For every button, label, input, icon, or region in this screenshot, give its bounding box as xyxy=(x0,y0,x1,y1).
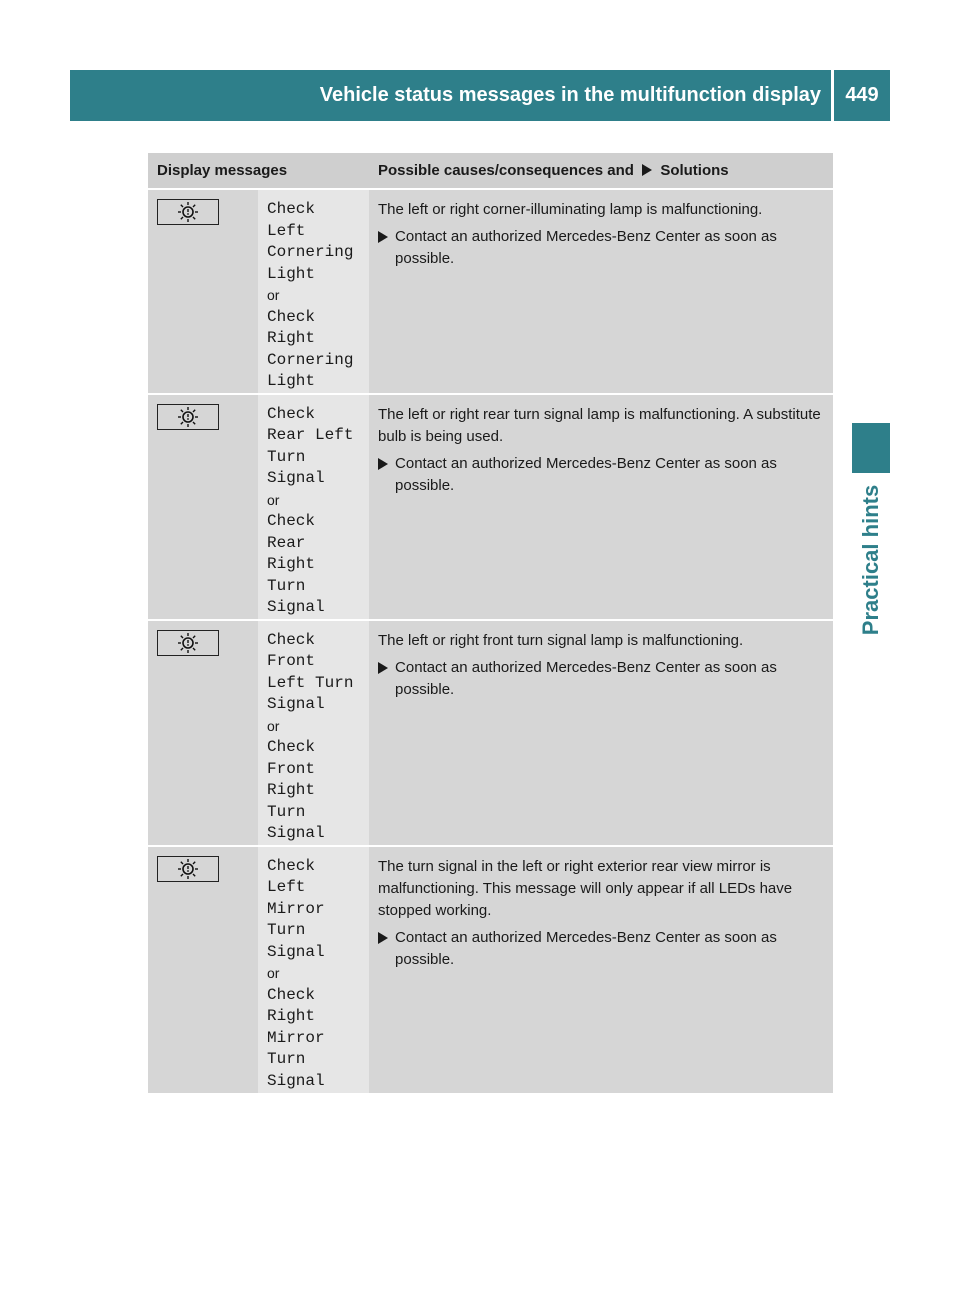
solution-step xyxy=(378,226,827,270)
solution-step xyxy=(378,453,827,497)
icon-cell xyxy=(148,846,258,1094)
solution-cell xyxy=(369,846,833,1094)
bulb-warning-icon xyxy=(157,856,219,882)
solution-text: Contact an authorized Mercedes-Benz Center as soon as possible. xyxy=(395,928,777,968)
arrow-icon xyxy=(378,932,388,944)
section-label: Practical hints xyxy=(858,484,883,636)
table-header-row xyxy=(148,153,833,189)
header-solutions xyxy=(369,153,833,189)
page-header xyxy=(70,70,890,121)
arrow-icon xyxy=(378,662,388,674)
or-text: or xyxy=(267,965,280,981)
status-messages-table xyxy=(148,153,833,1095)
message-text: Check Front Left Turn Signal xyxy=(267,630,354,713)
message-text: Check Left Cornering Light xyxy=(267,200,354,283)
cause-text: The left or right front turn signal lamp is malfunctioning. xyxy=(378,631,744,649)
solution-text: Contact an authorized Mercedes-Benz Center as soon as possible. xyxy=(395,228,777,267)
solution-text: Contact an authorized Mercedes-Benz Center as soon as possible. xyxy=(395,658,777,698)
table-row xyxy=(148,620,833,846)
header-display-messages: Display messages xyxy=(148,153,369,189)
icon-cell xyxy=(148,394,258,620)
icon-cell xyxy=(148,189,258,394)
cause-text: The left or right rear turn signal lamp is malfunctioning. A substitute bulb is being used. xyxy=(378,405,821,445)
message-text-alt: Check Rear Right Turn Signal xyxy=(267,512,325,616)
message-cell xyxy=(258,394,369,620)
bulb-warning-icon xyxy=(157,199,219,225)
arrow-icon xyxy=(378,231,388,243)
table-row xyxy=(148,846,833,1094)
or-text: or xyxy=(267,287,280,303)
arrow-icon xyxy=(642,164,652,176)
message-text-alt: Check Right Mirror Turn Signal xyxy=(267,985,325,1090)
page-number: 449 xyxy=(845,84,879,106)
solution-step xyxy=(378,657,827,701)
solution-cell xyxy=(369,394,833,620)
table-row xyxy=(148,189,833,394)
section-tab xyxy=(852,423,890,473)
cause-text: The left or right corner-illuminating lamp is malfunctioning. xyxy=(378,201,763,218)
message-text-alt: Check Right Cornering Light xyxy=(267,307,354,390)
bulb-warning-icon xyxy=(157,630,219,656)
bulb-warning-icon xyxy=(157,404,219,430)
message-text: Check Left Mirror Turn Signal xyxy=(267,856,325,961)
cause-text: The turn signal in the left or right exterior rear view mirror is malfunctioning. This message will only appear if all LEDs have stopped working. xyxy=(378,857,793,919)
message-text-alt: Check Front Right Turn Signal xyxy=(267,738,325,842)
solution-text: Contact an authorized Mercedes-Benz Center as soon as possible. xyxy=(395,454,777,494)
solution-cell xyxy=(369,189,833,394)
solution-step xyxy=(378,927,827,971)
solution-cell xyxy=(369,620,833,846)
message-cell xyxy=(258,189,369,394)
message-text: Check Rear Left Turn Signal xyxy=(267,404,354,487)
arrow-icon xyxy=(378,458,388,470)
or-text: or xyxy=(267,491,280,508)
table-row xyxy=(148,394,833,620)
message-cell xyxy=(258,846,369,1094)
message-cell xyxy=(258,620,369,846)
header-solutions-suffix: Solutions xyxy=(660,162,729,179)
header-solutions-label: Possible causes/consequences and xyxy=(378,162,634,179)
icon-cell xyxy=(148,620,258,846)
or-text: or xyxy=(267,717,280,734)
page-title: Vehicle status messages in the multifunction display xyxy=(319,84,821,106)
